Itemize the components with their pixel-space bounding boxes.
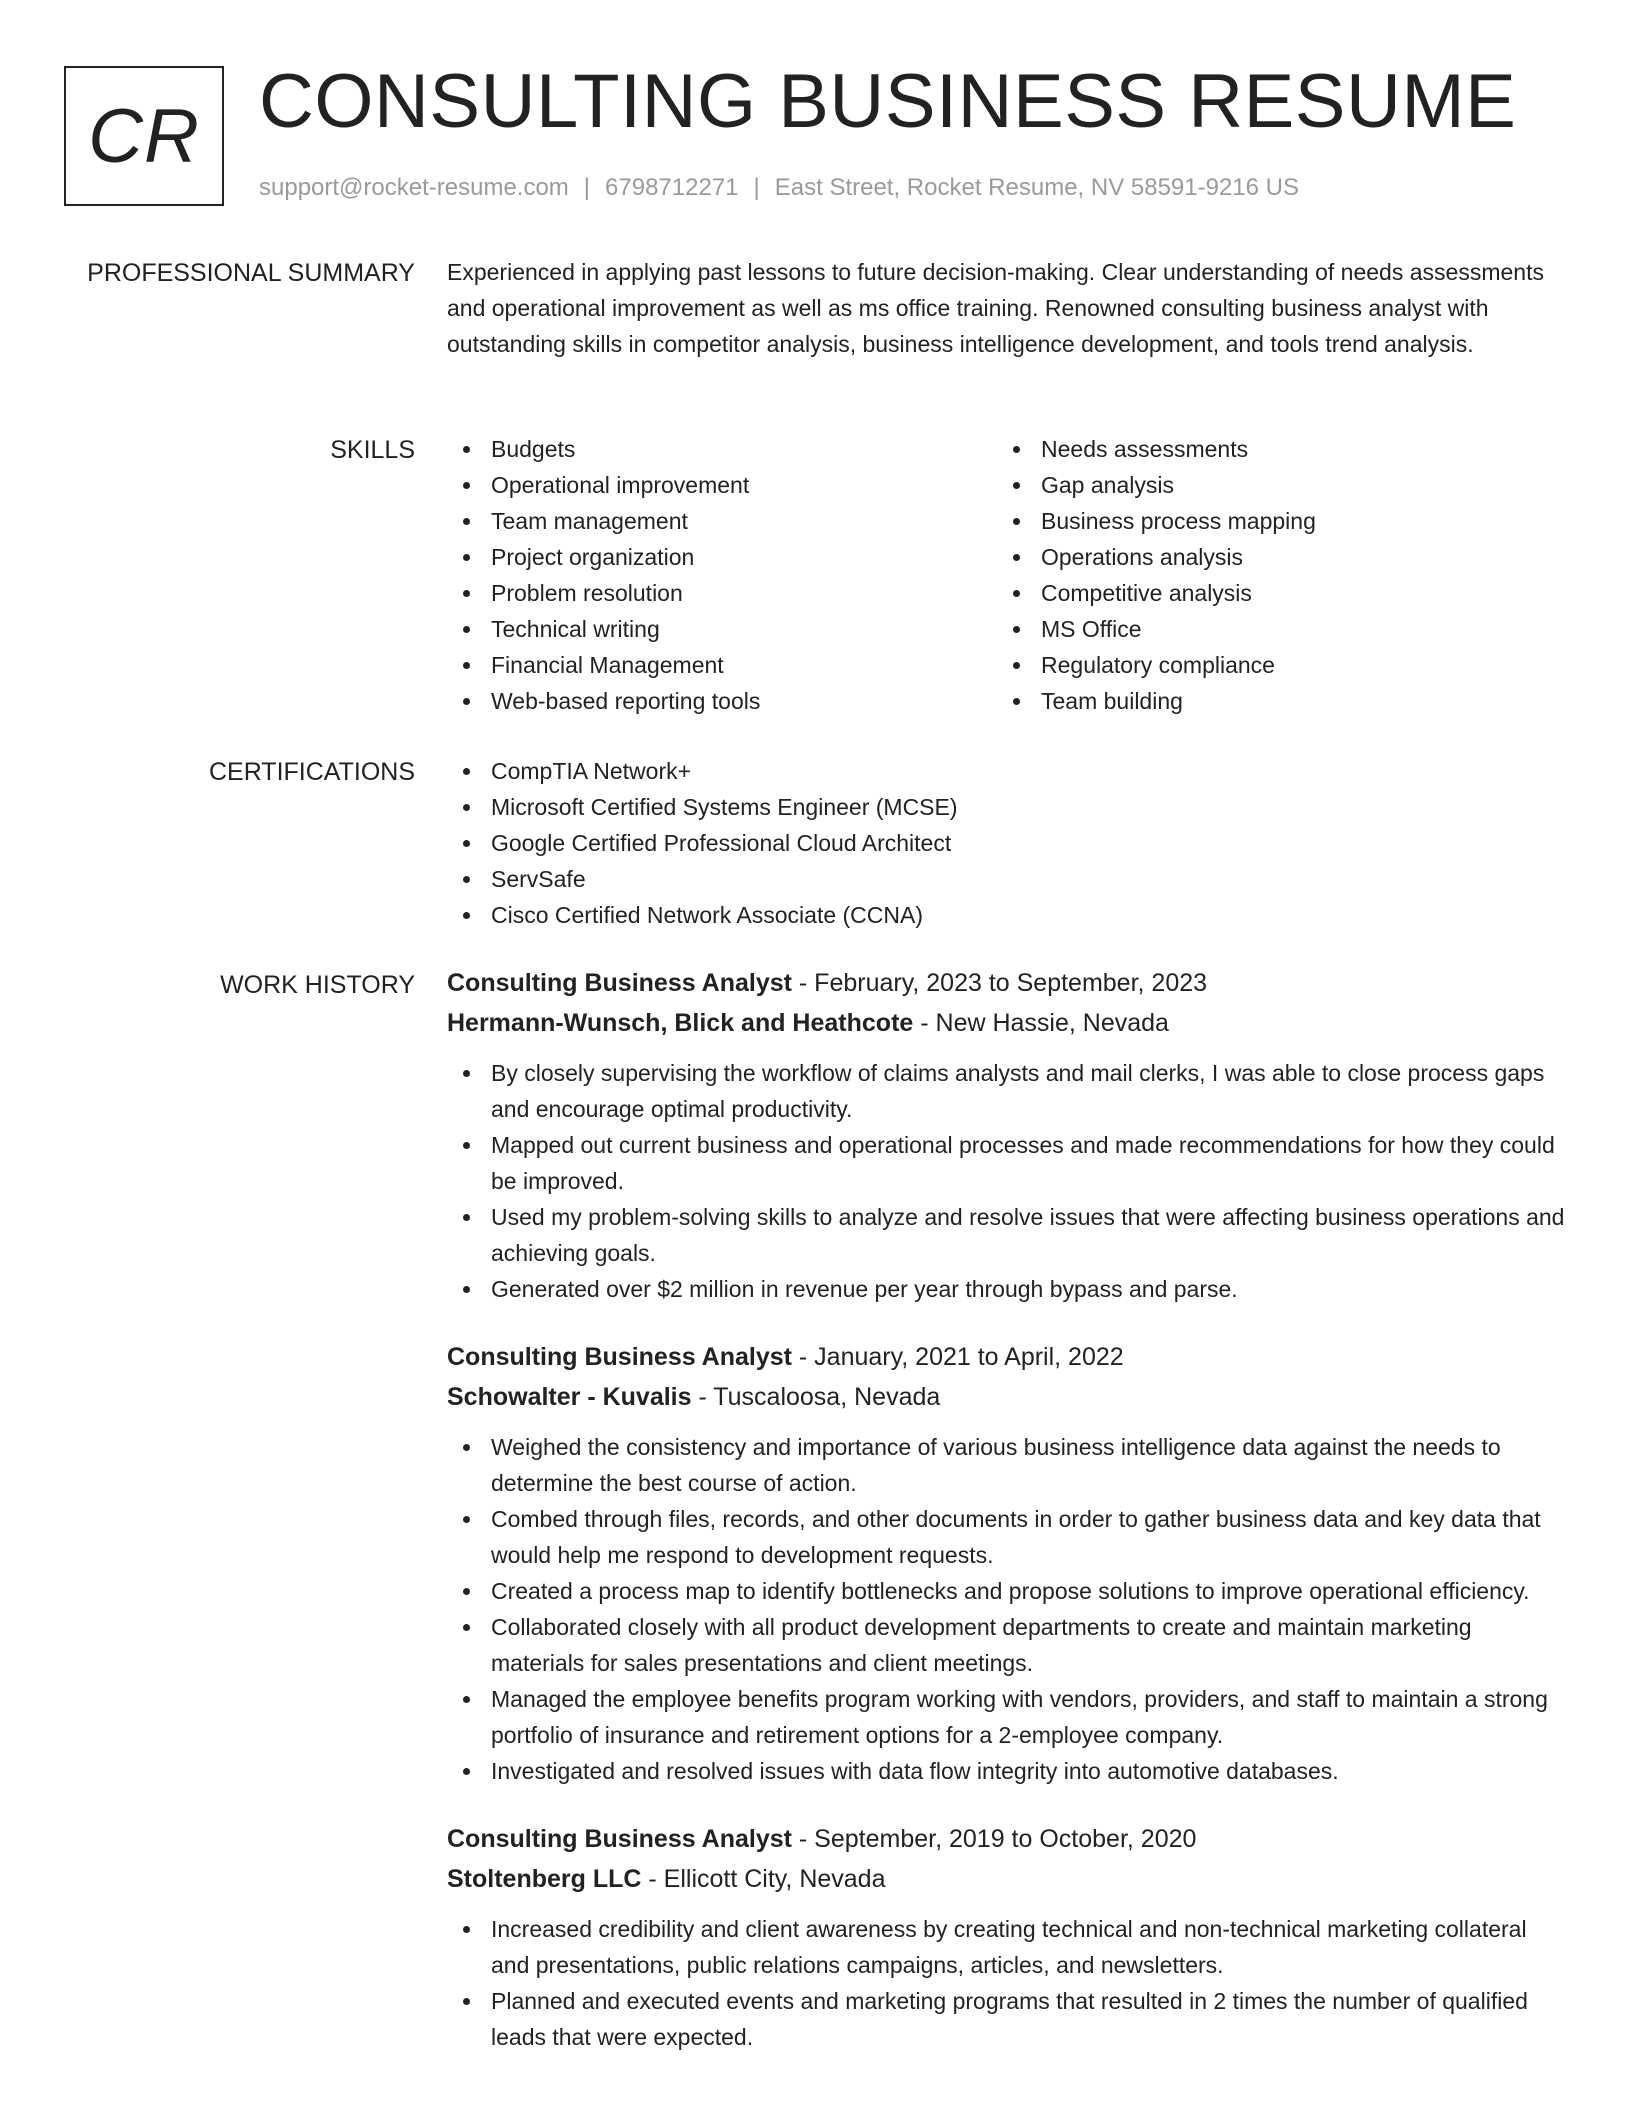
- skill-item: Problem resolution: [447, 575, 997, 611]
- job-entry: [447, 1337, 1565, 1789]
- job-bullets: [447, 1429, 1565, 1789]
- work-history-label: WORK HISTORY: [220, 971, 415, 999]
- job-title: Consulting Business Analyst: [447, 969, 792, 997]
- contact-email: support@rocket-resume.com: [259, 174, 569, 201]
- skill-item: Operational improvement: [447, 467, 997, 503]
- certification-item: Microsoft Certified Systems Engineer (MCSE): [447, 789, 1565, 825]
- skill-item: Web-based reporting tools: [447, 683, 997, 719]
- job-bullet: By closely supervising the workflow of claims analysts and mail clerks, I was able to close process gaps and encourage optimal productivity.: [447, 1055, 1565, 1127]
- job-company-line: [447, 1003, 1565, 1043]
- job-bullet: Created a process map to identify bottlenecks and propose solutions to improve operational efficiency.: [447, 1573, 1565, 1609]
- job-company-line: [447, 1377, 1565, 1417]
- job-entry: [447, 963, 1565, 1307]
- skill-item: Team management: [447, 503, 997, 539]
- certification-item: ServSafe: [447, 861, 1565, 897]
- contact-address: East Street, Rocket Resume, NV 58591-9216 US: [774, 174, 1300, 201]
- job-list: [447, 963, 1565, 2085]
- skill-item: Financial Management: [447, 647, 997, 683]
- resume-title: CONSULTING BUSINESS RESUME: [259, 59, 1517, 144]
- job-title: Consulting Business Analyst: [447, 1343, 792, 1371]
- summary-text: Experienced in applying past lessons to future decision-making. Clear understanding of needs assessments and operational improvement as well as ms office training. Renowned consulting business analyst with outstanding skills in competitor analysis, business intelligence development, and tools trend analysis.: [447, 259, 1544, 357]
- job-title: Consulting Business Analyst: [447, 1825, 792, 1853]
- job-dates: - September, 2019 to October, 2020: [791, 1825, 1197, 1853]
- monogram-initials: CR: [64, 66, 224, 206]
- skill-item: Gap analysis: [997, 467, 1547, 503]
- job-company: Hermann-Wunsch, Blick and Heathcote: [447, 1009, 914, 1037]
- job-dates: - January, 2021 to April, 2022: [791, 1343, 1124, 1371]
- job-location: - Tuscaloosa, Nevada: [691, 1383, 941, 1411]
- contact-line: [259, 174, 1299, 202]
- job-location: - Ellicott City, Nevada: [641, 1865, 886, 1893]
- skill-item: Operations analysis: [997, 539, 1547, 575]
- skill-item: Competitive analysis: [997, 575, 1547, 611]
- certifications-list: [447, 753, 1565, 933]
- skill-item: Regulatory compliance: [997, 647, 1547, 683]
- job-bullet: Mapped out current business and operational processes and made recommendations for how they could be improved.: [447, 1127, 1565, 1199]
- skills-list-left: [447, 431, 997, 719]
- certification-item: Cisco Certified Network Associate (CCNA): [447, 897, 1565, 933]
- certifications-label: CERTIFICATIONS: [208, 758, 415, 786]
- skill-item: MS Office: [997, 611, 1547, 647]
- skill-item: Team building: [997, 683, 1547, 719]
- certification-item: Google Certified Professional Cloud Architect: [447, 825, 1565, 861]
- job-company: Schowalter - Kuvalis: [447, 1383, 692, 1411]
- job-company-line: [447, 1859, 1565, 1899]
- skill-item: Project organization: [447, 539, 997, 575]
- job-dates: - February, 2023 to September, 2023: [791, 969, 1208, 997]
- job-location: - New Hassie, Nevada: [913, 1009, 1169, 1037]
- skill-item: Technical writing: [447, 611, 997, 647]
- skill-item: Budgets: [447, 431, 997, 467]
- skills-label: SKILLS: [330, 436, 415, 464]
- job-company: Stoltenberg LLC: [447, 1865, 642, 1893]
- job-bullets: [447, 1911, 1565, 2055]
- job-title-line: [447, 963, 1565, 1003]
- summary-label: PROFESSIONAL SUMMARY: [87, 259, 415, 287]
- contact-phone: 6798712271: [605, 174, 739, 201]
- job-bullet: Planned and executed events and marketing programs that resulted in 2 times the number of qualified leads that were expected.: [447, 1983, 1565, 2055]
- skill-item: Business process mapping: [997, 503, 1547, 539]
- job-bullet: Generated over $2 million in revenue per year through bypass and parse.: [447, 1271, 1565, 1307]
- job-bullet: Combed through files, records, and other documents in order to gather business data and key data that would help me respond to development requests.: [447, 1501, 1565, 1573]
- job-bullet: Managed the employee benefits program working with vendors, providers, and staff to maintain a strong portfolio of insurance and retirement options for a 2-employee company.: [447, 1681, 1565, 1753]
- job-bullet: Investigated and resolved issues with data flow integrity into automotive databases.: [447, 1753, 1565, 1789]
- job-bullets: [447, 1055, 1565, 1307]
- job-title-line: [447, 1337, 1565, 1377]
- skills-list-right: [997, 431, 1547, 719]
- job-bullet: Collaborated closely with all product development departments to create and maintain marketing materials for sales presentations and client meetings.: [447, 1609, 1565, 1681]
- job-bullet: Increased credibility and client awareness by creating technical and non-technical marketing collateral and presentations, public relations campaigns, articles, and newsletters.: [447, 1911, 1565, 1983]
- contact-separator: |: [753, 174, 760, 201]
- job-entry: [447, 1819, 1565, 2055]
- job-bullet: Used my problem-solving skills to analyze and resolve issues that were affecting business operations and achieving goals.: [447, 1199, 1565, 1271]
- job-bullet: Weighed the consistency and importance of various business intelligence data against the needs to determine the best course of action.: [447, 1429, 1565, 1501]
- job-title-line: [447, 1819, 1565, 1859]
- contact-separator: |: [583, 174, 591, 201]
- skill-item: Needs assessments: [997, 431, 1547, 467]
- certification-item: CompTIA Network+: [447, 753, 1565, 789]
